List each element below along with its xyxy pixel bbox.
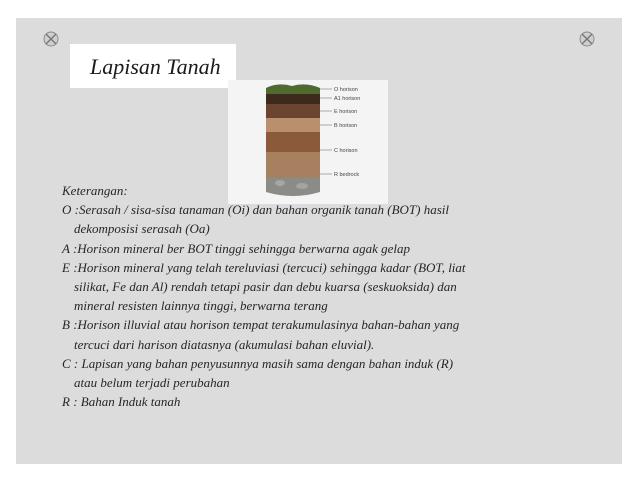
label-c-horison: C horison bbox=[334, 148, 358, 154]
note-line-o-cont: dekomposisi serasah (Oa) bbox=[74, 221, 210, 237]
label-e-horison: E horison bbox=[334, 109, 358, 115]
note-line-o: O :Serasah / sisa-sisa tanaman (Oi) dan bahan organik tanah (BOT) hasil bbox=[62, 202, 449, 218]
label-r-bedrock: R bedrock bbox=[334, 172, 360, 178]
note-line-c: C : Lapisan yang bahan penyusunnya masih sama dengan bahan induk (R) bbox=[62, 355, 454, 371]
note-line-e: E :Horison mineral yang telah tereluviasi (tercuci) sehingga kadar (BOT, liat bbox=[62, 259, 466, 275]
note-line-c-cont: atau belum terjadi perubahan bbox=[74, 375, 230, 391]
label-b-horison: B horison bbox=[334, 123, 358, 129]
slide-title: Lapisan Tanah bbox=[90, 54, 221, 79]
pin-icon-top-left bbox=[42, 30, 60, 48]
label-a1-horison: A1 horison bbox=[334, 96, 361, 102]
pin-icon-top-right bbox=[578, 30, 596, 48]
label-o-horison: O horison bbox=[334, 87, 358, 93]
notes-block bbox=[62, 181, 532, 411]
note-line-e-cont2: mineral resisten lainnya tinggi, berwarna terang bbox=[74, 298, 328, 314]
note-line-e-cont1: silikat, Fe dan Al) rendah tetapi pasir dan debu kuarsa (seskuoksida) dan bbox=[74, 279, 457, 295]
note-line-b-cont: tercuci dari harison diatasnya (akumulasi bahan eluvial). bbox=[74, 336, 375, 352]
note-line-b: B :Horison illuvial atau horison tempat terakumulasinya bahan-bahan yang bbox=[62, 317, 460, 333]
note-line-r: R : Bahan Induk tanah bbox=[62, 394, 181, 410]
note-line-a: A :Horison mineral ber BOT tinggi sehingga berwarna agak gelap bbox=[62, 240, 410, 256]
notes-heading: Keterangan: bbox=[62, 183, 128, 198]
